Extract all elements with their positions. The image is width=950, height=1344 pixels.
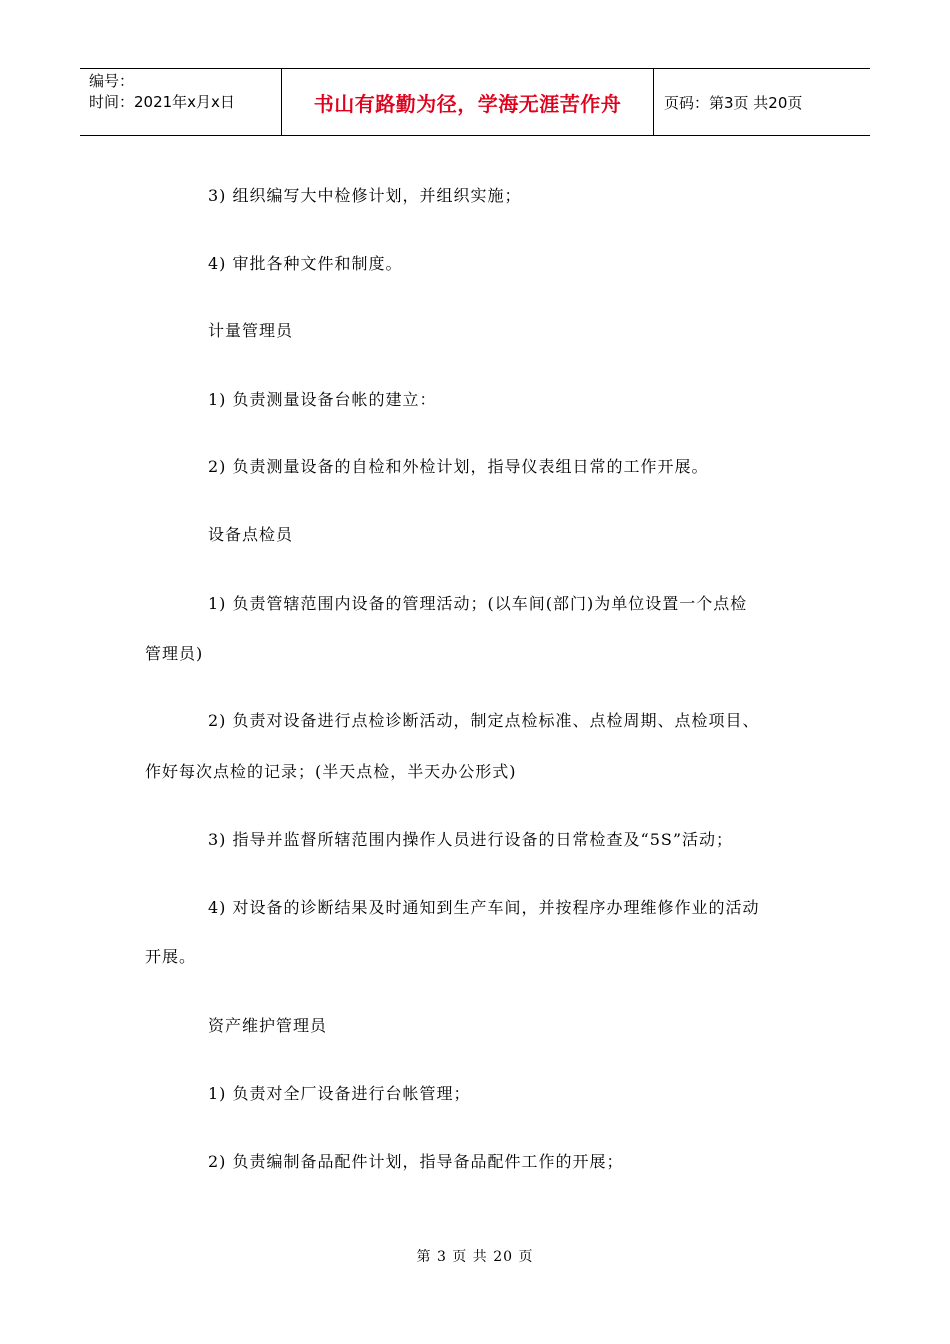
paragraph-line: 2) 负责测量设备的自检和外检计划，指导仪表组日常的工作开展。 [208,457,709,476]
paragraph-line: 1) 负责测量设备台帐的建立： [208,390,437,409]
paragraph-line: 3) 组织编写大中检修计划，并组织实施； [208,186,522,205]
page-header [80,68,870,136]
header-page-info: 页码：第3页 共20页 [664,93,803,112]
document-number-label: 编号： [89,72,135,90]
paragraph-line: 开展。 [145,947,197,966]
section-heading: 资产维护管理员 [208,1016,328,1035]
paragraph-line: 2) 负责编制备品配件计划，指导备品配件工作的开展； [208,1152,624,1171]
paragraph-line: 3) 指导并监督所辖范围内操作人员进行设备的日常检查及“5S”活动； [208,830,734,849]
paragraph-line: 1) 负责管辖范围内设备的管理活动；(以车间(部门)为单位设置一个点检 [208,594,748,613]
section-heading: 计量管理员 [208,321,294,340]
paragraph-line: 4) 对设备的诊断结果及时通知到生产车间，并按程序办理维修作业的活动 [208,898,760,917]
paragraph-line: 1) 负责对全厂设备进行台帐管理； [208,1084,471,1103]
paragraph-line: 4) 审批各种文件和制度。 [208,254,403,273]
paragraph-line: 管理员) [145,644,204,663]
section-heading: 设备点检员 [208,525,294,544]
paragraph-line: 2) 负责对设备进行点检诊断活动，制定点检标准、点检周期、点检项目、 [208,711,760,730]
header-motto: 书山有路勤为径，学海无涯苦作舟 [282,69,654,135]
page-footer: 第 3 页 共 20 页 [416,1249,534,1265]
document-date-label: 时间：2021年x月x日 [89,93,235,111]
paragraph-line: 作好每次点检的记录；(半天点检，半天办公形式) [145,762,517,781]
header-meta [80,69,282,135]
